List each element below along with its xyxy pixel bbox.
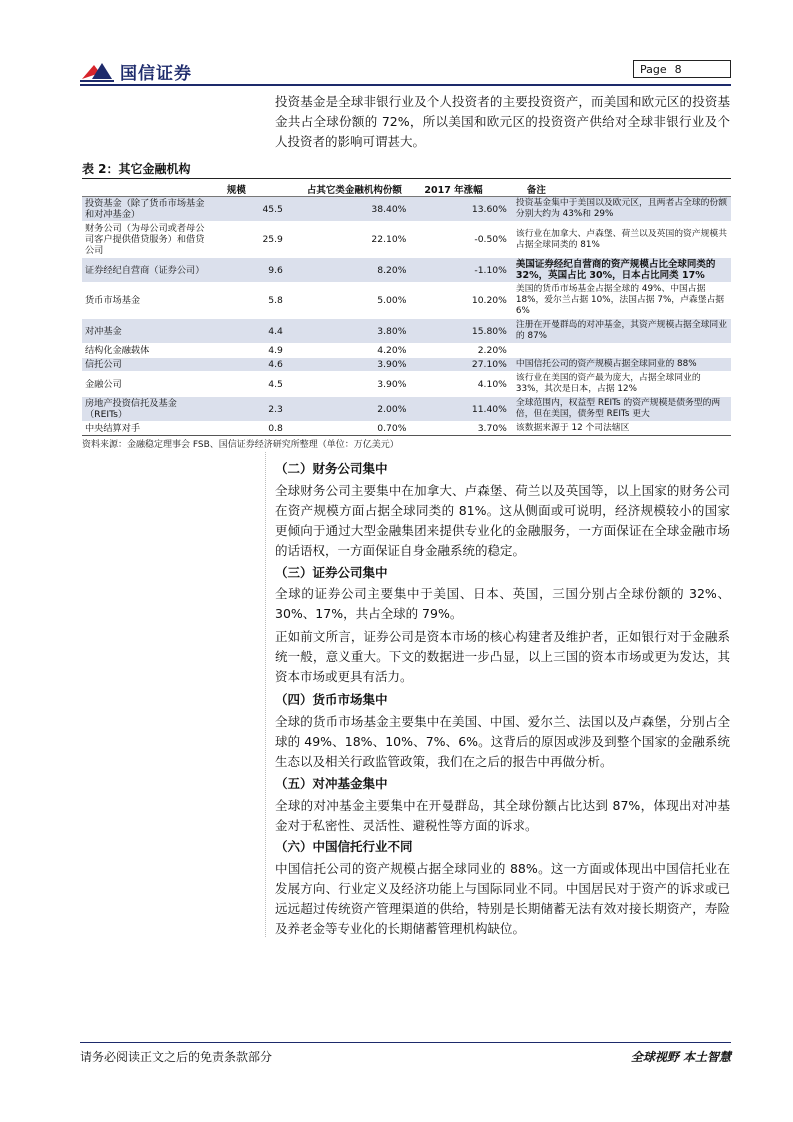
table-row — [82, 397, 731, 422]
col-header-scale: 规模 — [215, 182, 301, 197]
table-row — [82, 222, 731, 258]
intro-paragraph: 投资基金是全球非银行业及个人投资者的主要投资资产，而美国和欧元区的投资基金共占全球份额的 72%，所以美国和欧元区的投资资产供给对全球非银行业及个人投资者的影响可谓甚大。 — [275, 94, 730, 149]
cell-share: 5.00% — [301, 283, 421, 319]
cell-note: 该行业在加拿大、卢森堡、荷兰以及英国的资产规模共占据全球同类的 81% — [513, 222, 731, 258]
cell-scale: 5.8 — [215, 283, 301, 319]
cell-scale: 2.3 — [215, 397, 301, 422]
cell-scale: 0.8 — [215, 422, 301, 436]
cell-note: 美国的货币市场基金占据全球的 49%、中国占据 18%，爱尔兰占据 10%，法国占据 7%，卢森堡占据 6% — [513, 283, 731, 319]
cell-change: -1.10% — [420, 258, 512, 283]
cell-share: 22.10% — [301, 222, 421, 258]
cell-name: 货币市场基金 — [82, 283, 215, 319]
cell-share: 3.90% — [301, 358, 421, 372]
cell-share: 4.20% — [301, 344, 421, 358]
cell-change: 3.70% — [420, 422, 512, 436]
cell-change: 13.60% — [420, 197, 512, 222]
other-institutions-table — [82, 182, 731, 436]
cell-name: 信托公司 — [82, 358, 215, 372]
cell-name: 结构化金融载体 — [82, 344, 215, 358]
logo-mark-icon — [80, 59, 114, 83]
cell-change: 10.20% — [420, 283, 512, 319]
cell-name: 证券经纪自营商（证券公司） — [82, 258, 215, 283]
cell-note: 该数据来源于 12 个司法辖区 — [513, 422, 731, 436]
cell-share: 2.00% — [301, 397, 421, 422]
cell-name: 投资基金（除了货币市场基金和对冲基金） — [82, 197, 215, 222]
cell-note — [513, 344, 731, 358]
cell-change: 4.10% — [420, 372, 512, 397]
cell-change: 11.40% — [420, 397, 512, 422]
footer-disclaimer: 请务必阅读正文之后的免责条款部分 — [80, 1050, 273, 1064]
cell-note: 该行业在美国的资产最为庞大，占据全球同业的 33%，其次是日本，占据 12% — [513, 372, 731, 397]
cell-share: 0.70% — [301, 422, 421, 436]
logo-text: 国信证券 — [120, 63, 192, 84]
cell-name: 房地产投资信托及基金（REITs） — [82, 397, 215, 422]
section-heading: （六）中国信托行业不同 — [275, 839, 413, 854]
cell-note: 投资基金集中于美国以及欧元区，且两者占全球的份额分别大约为 43%和 29% — [513, 197, 731, 222]
table-top-rule — [82, 178, 731, 179]
cell-scale: 45.5 — [215, 197, 301, 222]
cell-scale: 9.6 — [215, 258, 301, 283]
cell-note: 中国信托公司的资产规模占据全球同业的 88% — [513, 358, 731, 372]
cell-share: 8.20% — [301, 258, 421, 283]
table-row — [82, 422, 731, 436]
table-row — [82, 197, 731, 222]
page-number: 8 — [674, 63, 682, 76]
cell-scale: 4.4 — [215, 319, 301, 344]
page-indicator — [633, 60, 731, 78]
header-divider — [80, 84, 731, 86]
section-paragraph: 中国信托公司的资产规模占据全球同业的 88%。这一方面或体现出中国信托业在发展方向、行业定义及经济功能上与国际同业不同。中国居民对于资产的诉求或已远远超过传统资产管理渠道的供给，特别是长期储蓄无法有效对接长期资产，寿险及养老金等专业化的长期储蓄管理机构缺位。 — [275, 861, 730, 936]
cell-change: 27.10% — [420, 358, 512, 372]
cell-scale: 4.6 — [215, 358, 301, 372]
table-row — [82, 372, 731, 397]
table-title: 表 2：其它金融机构 — [82, 162, 191, 176]
cell-share: 3.80% — [301, 319, 421, 344]
cell-name: 中央结算对手 — [82, 422, 215, 436]
section-paragraph: 全球的对冲基金主要集中在开曼群岛，其全球份额占比达到 87%，体现出对冲基金对于私密性、灵活性、避税性等方面的诉求。 — [275, 798, 730, 833]
cell-change: -0.50% — [420, 222, 512, 258]
section-heading: （四）货币市场集中 — [275, 692, 388, 707]
footer-slogan: 全球视野 本土智慧 — [630, 1050, 731, 1064]
section-heading: （三）证券公司集中 — [275, 565, 388, 580]
section-heading: （五）对冲基金集中 — [275, 776, 388, 791]
section-paragraph: 全球的证券公司主要集中于美国、日本、英国，三国分别占全球份额的 32%、30%、17%，共占全球的 79%。 — [275, 586, 730, 621]
cell-name: 金融公司 — [82, 372, 215, 397]
cell-change: 2.20% — [420, 344, 512, 358]
section-paragraph: 全球的货币市场基金主要集中在美国、中国、爱尔兰、法国以及卢森堡，分别占全球的 49%、18%、10%、7%、6%。这背后的原因或涉及到整个国家的金融系统生态以及相关行政监管政策，我们在之后的报告中再做分析。 — [275, 714, 730, 769]
table-row — [82, 258, 731, 283]
cell-share: 38.40% — [301, 197, 421, 222]
cell-share: 3.90% — [301, 372, 421, 397]
col-header-share: 占其它类金融机构份额 — [301, 182, 421, 197]
table-row — [82, 319, 731, 344]
footer-divider — [80, 1042, 731, 1043]
table-row — [82, 358, 731, 372]
table-header-row — [82, 182, 731, 197]
cell-note: 美国证券经纪自营商的资产规模占比全球同类的 32%，英国占比 30%，日本占比同类 17% — [513, 258, 731, 283]
cell-note: 全球范围内，权益型 REITs 的资产规模是债务型的两倍，但在美国，债务型 REITs 更大 — [513, 397, 731, 422]
company-logo — [80, 58, 192, 84]
margin-divider — [265, 452, 266, 937]
cell-scale: 4.5 — [215, 372, 301, 397]
cell-change: 15.80% — [420, 319, 512, 344]
table-row — [82, 344, 731, 358]
section-paragraph: 正如前文所言，证券公司是资本市场的核心构建者及维护者，正如银行对于金融系统一般，意义重大。下文的数据进一步凸显，以上三国的资本市场或更为发达，其资本市场或更具有活力。 — [275, 629, 730, 684]
cell-scale: 4.9 — [215, 344, 301, 358]
cell-name: 对冲基金 — [82, 319, 215, 344]
page-label: Page — [640, 63, 667, 76]
table-row — [82, 283, 731, 319]
cell-name: 财务公司（为母公司或者母公司客户提供借贷服务）和借贷公司 — [82, 222, 215, 258]
section-paragraph: 全球财务公司主要集中在加拿大、卢森堡、荷兰以及英国等，以上国家的财务公司在资产规模方面占据全球同类的 81%。这从侧面或可说明，经济规模较小的国家更倾向于通过大型金融集团来提供专业化的金融服务，一方面保证在全球金融市场的话语权，一方面保证自身金融系统的稳定。 — [275, 483, 730, 558]
col-header-change: 2017 年涨幅 — [420, 182, 512, 197]
col-header-note: 备注 — [513, 182, 731, 197]
col-header-name — [82, 182, 215, 197]
cell-note: 注册在开曼群岛的对冲基金，其资产规模占据全球同业的 87% — [513, 319, 731, 344]
table-source-note: 资料来源：金融稳定理事会 FSB、国信证券经济研究所整理（单位：万亿美元） — [82, 440, 399, 450]
section-heading: （二）财务公司集中 — [275, 461, 388, 476]
cell-scale: 25.9 — [215, 222, 301, 258]
